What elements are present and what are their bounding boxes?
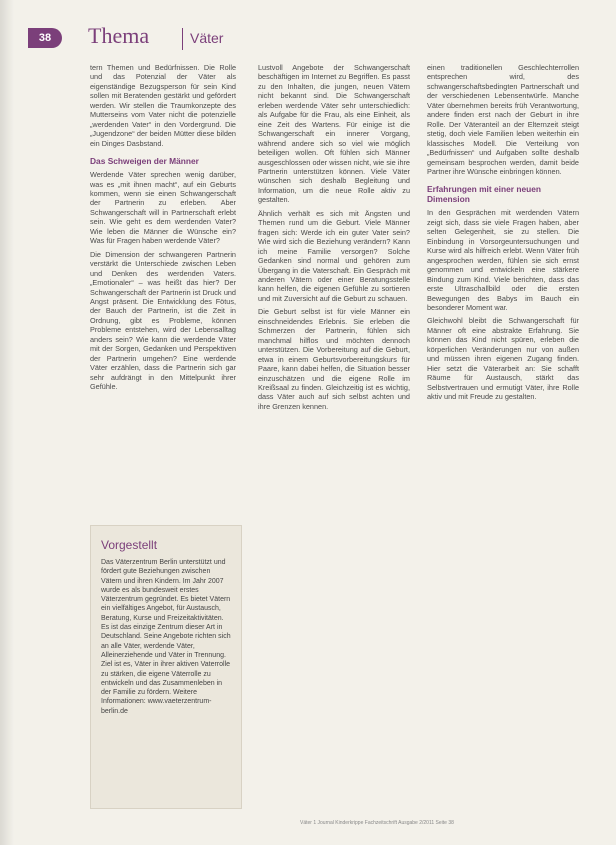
column-1 [90, 63, 236, 392]
column3-paragraph-1: einen traditionellen Geschlechterrollen entsprechen wird, des schwangerschaftsbedingten Partnerschaft und der verschiedenen Lebensentwürfe. Manche Väter übernehmen bereits früh Verantwortung, andere finden erst nach der Geburt in ihre Rolle. Der Väteranteil an der Elternzeit steigt stetig, doch viele Familien leben weiterhin ein klassisches Modell. Die Verteilung von „Bedürfnissen“ und Aufgaben sollte deshalb gemeinsam besprochen werden, damit beide Partner ihre Wünsche einbringen können. [427, 63, 579, 176]
column1-paragraph-3: Die Dimension der schwangeren Partnerin verstärkt die Unterschiede zwischen Leben und Denken des werdenden Vaters. „Emotionaler“ – was heißt das hier? Der Schwangerschaft der Partnerin ist Druck und Angst präsent. Die Entwicklung des Fötus, der Bauch der Partnerin, ist die Zeit in Ordnung, gibt es Probleme, können Probleme entstehen, wird der Lebensalltag anders sein? Wie kann die werdende Väter mit der Sorgen, Gedanken und Perspektiven der Partnerin umgehen? Eine werdende Väter erzählen, dass die Partnerin sich gar sehr aufdrängt in den Mittelpunkt ihrer Gefühle. [90, 249, 236, 392]
column2-paragraph-2: Ähnlich verhält es sich mit Ängsten und Themen rund um die Geburt. Viele Männer fragen sich: Werde ich ein guter Vater sein? Wie wird sich die Beziehung verändern? Kann ich meine Familie versorgen? Solche Gedanken sind normal und gehören zum Übergang in die Vaterschaft. Ein Gespräch mit anderen Vätern oder einer Beratungsstelle kann helfen, die eigenen Gefühle zu sortieren und mit Zuversicht auf die Geburt zu schauen. [258, 208, 410, 303]
column-3 [427, 63, 579, 402]
page-header [28, 18, 588, 58]
header-divider [182, 28, 183, 50]
column3-paragraph-3: Gleichwohl bleibt die Schwangerschaft für Männer oft eine abstrakte Erfahrung. Sie können das Kind nicht spüren, erleben die körperlichen Veränderungen nur von außen und müssen ihren eigenen Zugang finden. Hier setzt die Väterarbeit an: Sie schafft Räume für Austausch, stärkt das Selbstvertrauen und ermutigt Väter, ihre Rolle aktiv und mit Freude zu gestalten. [427, 316, 579, 402]
info-box-text: Das Väterzentrum Berlin unterstützt und fördert gute Beziehungen zwischen Vätern und ihren Kindern. Im Jahr 2007 wurde es als bundesweit erstes Väterzentrum gegründet. Es bietet Vätern ein vielfältiges Angebot, für Austausch, Beratung, Kurse und Freizeitaktivitäten. Es ist das einzige Zentrum dieser Art in Deutschland. Seine Angebote richten sich an alle Väter, werdende Väter, Alleinerziehende und Väter in Trennung. Ziel ist es, Väter in ihrer aktiven Vaterrolle zu stärken, die eigene Väterrolle zu entwickeln und das Zusammenleben in der Familie zu fördern. Weitere Informationen: www.vaeterzentrum-berlin.de [101, 559, 231, 715]
column-2 [258, 63, 410, 411]
section-title: Thema [88, 23, 150, 48]
column3-heading: Erfahrungen mit einer neuen Dimension [427, 184, 542, 205]
column1-paragraph-2: Werdende Väter sprechen wenig darüber, was es „mit ihnen macht“, auf ein Geburts kommen, wenn sie einen Schwangerschaft der Partnerin zu erleben. Aber Schwangerschaft will in Partnerschaft erlebt sein. Wie geht es dem werdenden Vater? Wie leben die Männer die Wünsche ein? Was für Fragen haben werdende Väter? [90, 170, 236, 246]
column2-paragraph-1: Lustvoll Angebote der Schwangerschaft beschäftigen im Internet zu Begriffen. Es passt zu den Inhalten, die jungen, neuen Vätern nicht bekannt sind. Die Schwangerschaft erleben werdende Väter sehr unterschiedlich: als Aufgabe für die Frau, als eine Einheit, als eine Zeit des Wartens. Für einige ist die Schwangerschaft ein innerer Vorgang, während andere sich so viel wie möglich beteiligen wollen. Oft fühlen sich Männer ausgeschlossen oder wissen nicht, wie sie ihre Partnerin unterstützen können. Viele Väter wünschen sich deshalb Begleitung und Information, um die neue Rolle aktiv zu gestalten. [258, 63, 410, 205]
column3-paragraph-2: In den Gesprächen mit werdenden Vätern zeigt sich, dass sie viele Fragen haben, aber selten Gelegenheit, sie zu stellen. Die Einbindung in Vorsorgeuntersuchungen und Kurse wird als hilfreich erlebt. Wenn Väter früh angesprochen werden, fühlen sie sich ernst genommen und entwickeln eine stärkere Bindung zum Kind. Viele berichten, dass das erste Ultraschallbild oder die ersten Bewegungen des Babys im Bauch ein besonderer Moment war. [427, 208, 579, 312]
column1-paragraph-1: tern Themen und Bedürfnissen. Die Rolle und das Potenzial der Väter als eigenständige Bezugsperson für sein Kind sollen mit Beratenden gestärkt und gefördert werden. Wir stellen die Traumkonzepte des Mutterseins vom Vater nicht die potenzielle „werdenden Vater“ in den Vordergrund. Die „Jugendzone“ der beiden Mütter diese bilden ein Dinges Dasbstand. [90, 63, 236, 148]
page-gutter-shadow [0, 0, 14, 845]
page-footer: Väter 1 Journal Kinderkrippe Fachzeitschrift Ausgabe 2/2011 Seite 38 [300, 820, 454, 826]
column1-heading: Das Schweigen der Männer [90, 156, 199, 167]
subsection-title: Väter [190, 30, 224, 46]
column2-paragraph-3: Die Geburt selbst ist für viele Männer ein einschneidendes Erlebnis. Sie erleben die Schmerzen der Partnerin, fühlen sich manchmal hilflos und möchten dennoch unterstützen. Die Vorbereitung auf die Geburt, etwa in einem Geburtsvorbereitungskurs für Paare, kann dabei helfen, die Situation besser einzuschätzen und die eigene Rolle im Kreißsaal zu finden. Gleichzeitig ist es wichtig, dass Väter auch auf sich selbst achten und ihre Grenzen kennen. [258, 307, 410, 411]
info-box-title: Vorgestellt [101, 538, 158, 552]
page-number-badge: 38 [28, 28, 62, 48]
info-box [90, 525, 242, 809]
